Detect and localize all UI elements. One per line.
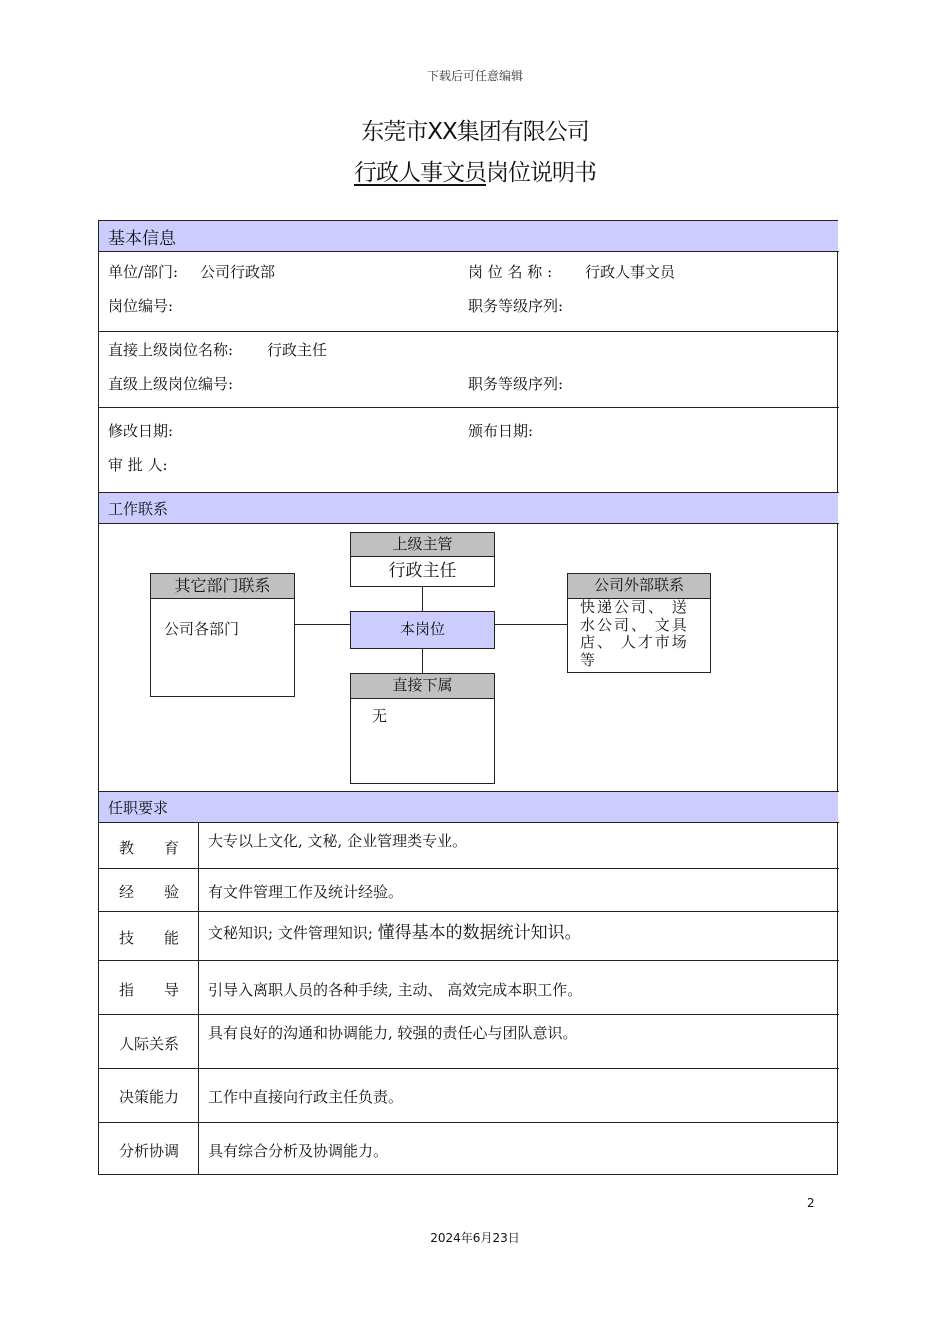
external-box-title: 公司外部联系 [567,573,711,599]
req-value-guidance: 引导入离职人员的各种手续, 主动、 高效完成本职工作。 [208,981,583,999]
req-value-skills-part2: 懂得基本的数据统计知识。 [377,923,582,943]
document-title-rest: 岗位说明书 [486,160,596,186]
external-box-value [580,599,689,669]
external-line: 水公司、 文具 [580,615,689,634]
document-title [0,154,950,187]
divider [98,960,839,961]
divider [98,1068,839,1069]
superior-box-title: 上级主管 [350,532,495,557]
page-number: 2 [807,1196,815,1210]
external-line: 店、 人才市场 [580,633,689,651]
divider [98,331,839,332]
approver-label: 审 批 人: [108,456,168,474]
divider [98,407,839,408]
req-value-decision: 工作中直接向行政主任负责。 [208,1088,404,1106]
req-value-experience: 有文件管理工作及统计经验。 [208,883,404,901]
req-value-analysis: 具有综合分析及协调能力。 [208,1142,389,1160]
req-label-guidance: 指 导 [118,981,179,999]
section-work-relations: 工作联系 [99,493,838,523]
divider [98,1014,839,1015]
req-label-skills: 技 能 [118,929,179,947]
req-label-decision: 决策能力 [118,1088,179,1106]
subordinate-box-title: 直接下属 [350,673,495,699]
issue-date-label: 颁布日期: [468,422,534,440]
divider [98,1122,839,1123]
connector-down [422,648,423,674]
external-line: 等 [580,650,598,669]
job-title-underlined: 行政人事文员 [354,160,486,186]
req-label-education: 教 育 [118,839,179,857]
req-label-experience: 经 验 [118,883,179,901]
connector-up [422,586,423,612]
dept-value: 公司行政部 [200,263,276,281]
footer-date: 2024年6月23日 [430,1231,520,1245]
superior-number-label: 直级上级岗位编号: [108,375,234,393]
divider [98,822,839,823]
connector-right [494,624,568,625]
subordinate-box-value: 无 [372,707,388,725]
other-depts-box-value: 公司各部门 [164,620,240,638]
other-depts-box-title: 其它部门联系 [150,573,295,599]
divider [98,251,839,252]
post-name-label: 岗 位 名 称 : [468,263,553,281]
req-value-education: 大专以上文化, 文秘, 企业管理类专业。 [208,832,468,850]
superior-box-value: 行政主任 [388,561,457,581]
divider [98,523,839,524]
company-title: 东莞市XX集团有限公司 [361,119,589,145]
external-line: 快递公司、 送 [580,598,689,616]
superior-name-label: 直接上级岗位名称: [108,341,234,359]
connector-left [294,624,352,625]
divider [98,868,839,869]
req-label-interpersonal: 人际关系 [118,1035,179,1053]
superior-name-value: 行政主任 [267,341,328,359]
modify-date-label: 修改日期: [108,422,174,440]
divider [98,911,839,912]
req-label-analysis: 分析协调 [118,1142,179,1160]
dept-label: 单位/部门: [108,263,179,281]
req-value-skills [208,918,582,943]
superior-grade-label: 职务等级序列: [468,375,564,393]
req-value-skills-part1: 文秘知识; 文件管理知识; [208,924,373,942]
this-post-label: 本岗位 [399,620,445,638]
grade-label: 职务等级序列: [468,297,564,315]
post-name-value: 行政人事文员 [585,263,676,281]
req-value-interpersonal: 具有良好的沟通和协调能力, 较强的责任心与团队意识。 [208,1024,578,1042]
post-number-label: 岗位编号: [108,297,174,315]
section-basic-info: 基本信息 [99,221,838,251]
section-requirements: 任职要求 [99,792,838,822]
header-note: 下载后可任意编辑 [426,69,523,83]
